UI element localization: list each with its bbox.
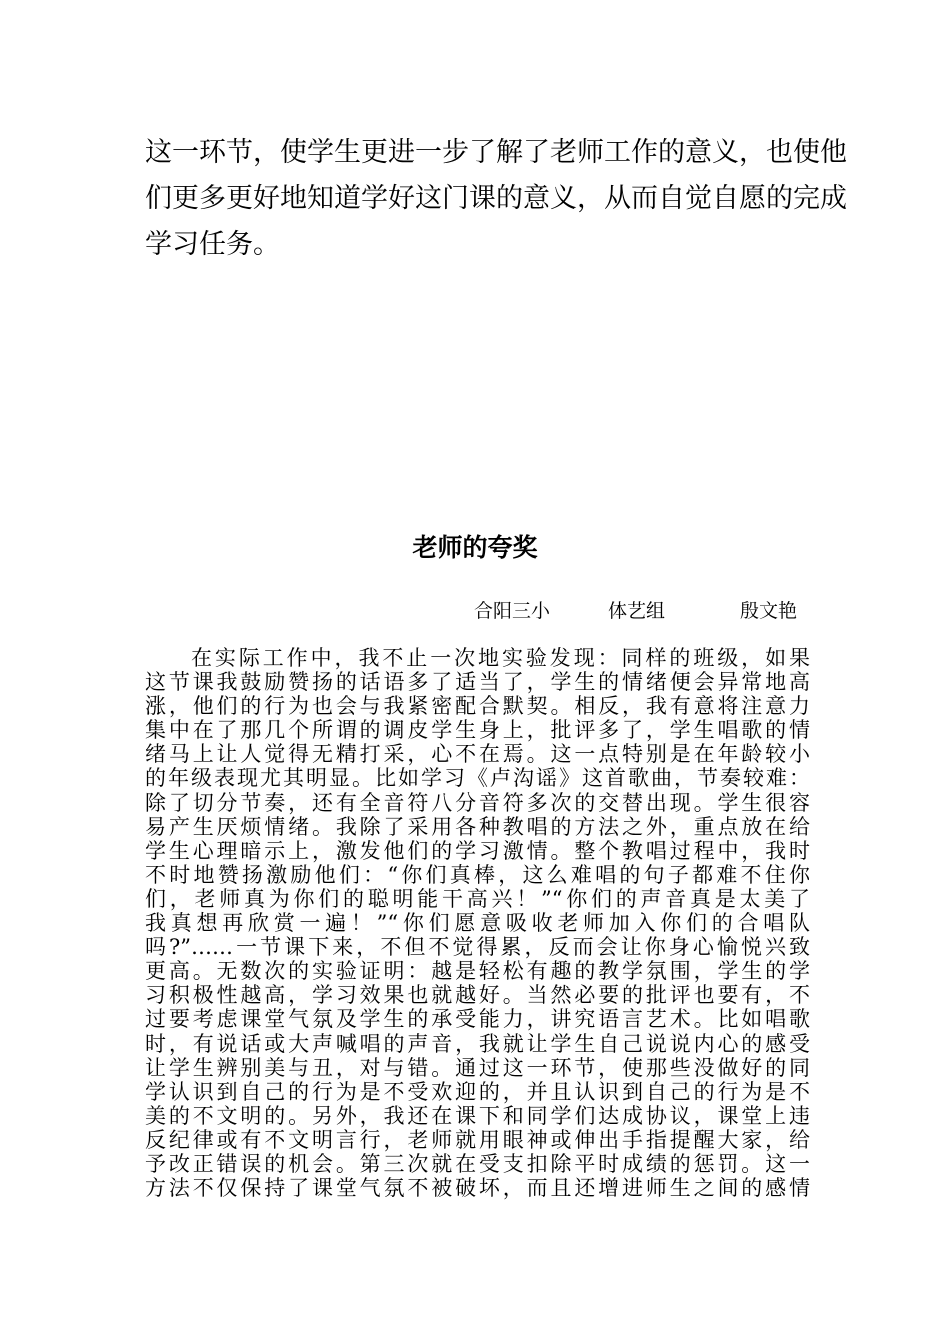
body-line: 我真想再欣赏一遍！”“你们愿意吸收老师加入你们的合唱队	[145, 911, 810, 936]
body-line: 吗?”……一节课下来，不但不觉得累，反而会让你身心愉悦兴致	[145, 935, 810, 960]
body-line: 反纪律或有不文明言行，老师就用眼神或伸出手指提醒大家，给	[145, 1127, 810, 1152]
continuation-line: 们更多更好地知道学好这门课的意义，从而自觉自愿的完成	[145, 183, 847, 214]
body-line: 让学生辨别美与丑，对与错。通过这一环节，使那些没做好的同	[145, 1055, 810, 1080]
body-line: 方法不仅保持了课堂气氛不被破坏，而且还增进师生之间的感情	[145, 1176, 810, 1201]
article-body	[145, 646, 810, 1200]
byline-school: 合阳三小	[474, 600, 551, 622]
article-title: 老师的夸奖	[412, 533, 538, 562]
body-line: 这节课我鼓励赞扬的话语多了适当了，学生的情绪便会异常地高	[145, 670, 810, 695]
body-line: 集中在了那几个所谓的调皮学生身上，批评多了，学生唱歌的情	[145, 718, 810, 743]
body-line: 予改正错误的机会。第三次就在受支扣除平时成绩的惩罚。这一	[145, 1151, 810, 1176]
body-line: 涨，他们的行为也会与我紧密配合默契。相反，我有意将注意力	[145, 694, 810, 719]
continuation-paragraph	[145, 130, 847, 268]
body-line: 时，有说话或大声喊唱的声音，我就让学生自己说说内心的感受	[145, 1031, 810, 1056]
body-line: 不时地赞扬激励他们：“你们真棒，这么难唱的句子都难不住你	[145, 862, 810, 887]
continuation-line: 学习任务。	[145, 229, 280, 260]
body-line: 更高。无数次的实验证明：越是轻松有趣的教学氛围，学生的学	[145, 959, 810, 984]
byline-author: 殷文艳	[740, 600, 798, 622]
byline-group: 体艺组	[608, 600, 666, 622]
body-line: 过要考虑课堂气氛及学生的承受能力，讲究语言艺术。比如唱歌	[145, 1007, 810, 1032]
body-line: 习积极性越高，学习效果也就越好。当然必要的批评也要有，不	[145, 983, 810, 1008]
body-line: 学认识到自己的行为是不受欢迎的，并且认识到自己的行为是不	[145, 1079, 810, 1104]
continuation-line: 这一环节，使学生更进一步了解了老师工作的意义，也使他	[145, 137, 847, 168]
body-line: 易产生厌烦情绪。我除了采用各种教唱的方法之外，重点放在给	[145, 814, 810, 839]
body-line: 学生心理暗示上，激发他们的学习激情。整个教唱过程中，我时	[145, 838, 810, 863]
body-line: 除了切分节奏，还有全音符八分音符多次的交替出现。学生很容	[145, 790, 810, 815]
body-line: 美的不文明的。另外，我还在课下和同学们达成协议，课堂上违	[145, 1103, 810, 1128]
body-line: 在实际工作中，我不止一次地实验发现：同样的班级，如果	[191, 646, 810, 670]
body-line: 绪马上让人觉得无精打采，心不在焉。这一点特别是在年龄较小	[145, 742, 810, 767]
body-line: 的年级表现尤其明显。比如学习《卢沟谣》这首歌曲，节奏较难：	[145, 766, 810, 791]
body-line: 们，老师真为你们的聪明能干高兴！”“你们的声音真是太美了	[145, 886, 810, 911]
